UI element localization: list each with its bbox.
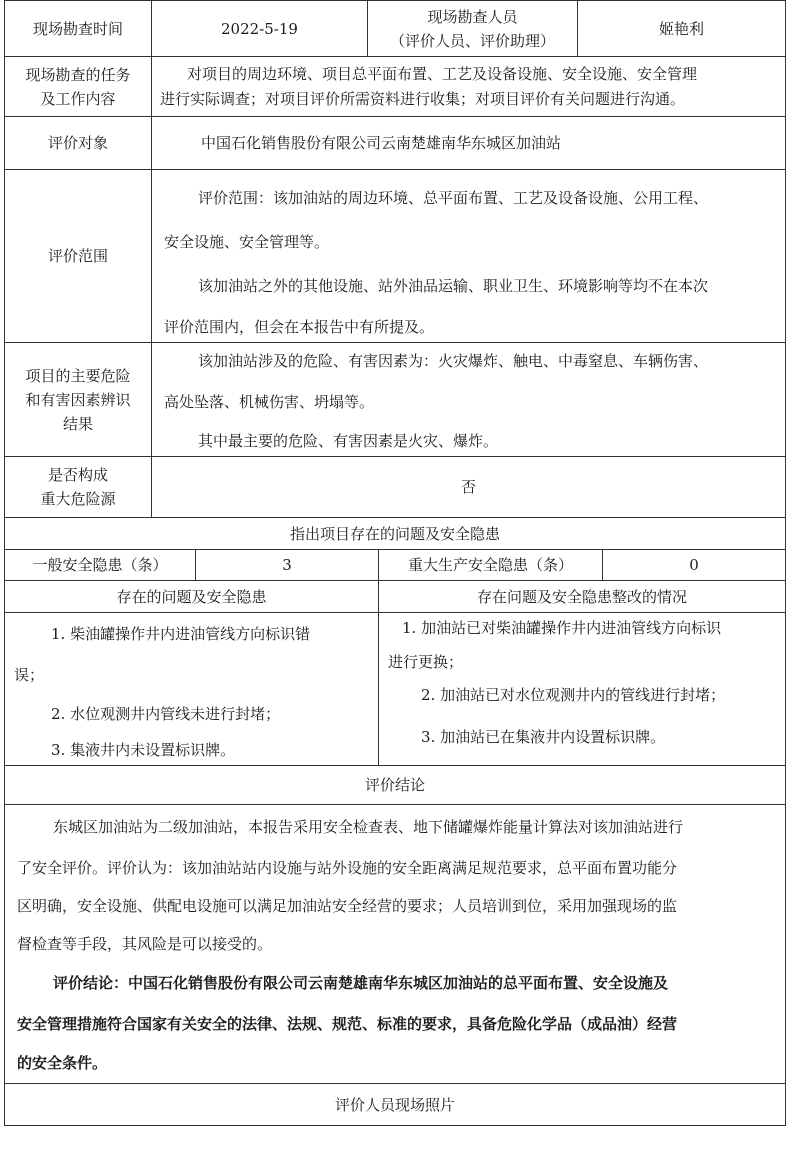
list-item: 2. 水位观测井内管线未进行封堵； (51, 705, 281, 723)
personnel-value (577, 0, 786, 57)
conclusion-title (4, 765, 786, 805)
issues-left-content (4, 612, 379, 766)
scope-p1-line1: 评价范围：该加油站的周边环境、总平面布置、工艺及设备设施、公用工程、 (198, 189, 709, 207)
survey-time-value-text: 2022-5-19 (221, 19, 298, 38)
list-item: 2. 加油站已对水位观测井内的管线进行封堵； (421, 686, 726, 704)
issues-right-content (378, 612, 786, 766)
general-hazard-count-text: 3 (282, 556, 292, 574)
task-line-1: 对项目的周边环境、项目总平面布置、工艺及设备设施、安全设施、安全管理 (187, 65, 698, 83)
scope-label-text: 评价范围 (47, 247, 108, 265)
issues-right-header (378, 580, 786, 613)
scope-p2-line2: 评价范围内，但会在本报告中有所提及。 (164, 318, 435, 336)
list-item: 3. 集液井内未设置标识牌。 (51, 741, 236, 759)
survey-time-label-text: 现场勘查时间 (32, 19, 123, 38)
object-label (4, 116, 152, 170)
issues-left-header-text: 存在的问题及安全隐患 (116, 587, 267, 606)
issues-right-header-text: 存在问题及安全隐患整改的情况 (476, 587, 687, 606)
major-hazard-count-text: 0 (689, 556, 699, 574)
list-item: 误； (14, 666, 45, 684)
conclusion-p2-line2: 安全管理措施符合国家有关安全的法律、法规、规范、标准的要求，具备危险化学品（成品油）经营 (17, 1015, 678, 1033)
major-hazard-value (151, 456, 786, 518)
scope-content (151, 169, 786, 343)
personnel-label-line2: （评价人员、评价助理） (389, 31, 555, 50)
photos-title-text: 评价人员现场照片 (334, 1095, 455, 1114)
general-hazard-count (195, 549, 379, 581)
list-item: 1. 加油站已对柴油罐操作井内进油管线方向标识 (402, 619, 722, 637)
list-item: 进行更换； (388, 653, 464, 671)
hazards-p1-line1: 该加油站涉及的危险、有害因素为：火灾爆炸、触电、中毒窒息、车辆伤害、 (198, 352, 709, 370)
issues-left-header (4, 580, 379, 613)
hazards-p2: 其中最主要的危险、有害因素是火灾、爆炸。 (198, 432, 499, 450)
major-hazard-label-line1: 是否构成 (47, 466, 108, 484)
list-item: 3. 加油站已在集液井内设置标识牌。 (421, 728, 666, 746)
personnel-value-text: 姬艳利 (658, 19, 704, 38)
task-label-line1: 现场勘查的任务 (25, 65, 131, 84)
issues-title-text: 指出项目存在的问题及安全隐患 (289, 524, 500, 543)
hazards-label (4, 342, 152, 457)
hazards-label-line1: 项目的主要危险 (25, 366, 131, 385)
personnel-label-line1: 现场勘查人员 (427, 7, 518, 26)
evaluation-form (4, 0, 786, 1126)
photos-title (4, 1083, 786, 1126)
hazards-p1-line2: 高处坠落、机械伤害、坍塌等。 (164, 393, 375, 411)
major-hazard-count-label-text: 重大生产安全隐患（条） (407, 556, 573, 574)
conclusion-p1-line4: 督检查等手段，其风险是可以接受的。 (17, 935, 273, 953)
task-content (151, 56, 786, 117)
list-item: 1. 柴油罐操作井内进油管线方向标识错 (51, 625, 311, 643)
major-hazard-label (4, 456, 152, 518)
object-value-text: 中国石化销售股份有限公司云南楚雄南华东城区加油站 (201, 134, 562, 152)
conclusion-p1-line1: 东城区加油站为二级加油站，本报告采用安全检查表、地下储罐爆炸能量计算法对该加油站进行 (53, 818, 684, 836)
object-label-text: 评价对象 (47, 134, 108, 152)
major-hazard-value-text: 否 (460, 478, 476, 496)
conclusion-p1-line3: 区明确，安全设施、供配电设施可以满足加油站安全经营的要求；人员培训到位，采用加强现场的监 (17, 897, 678, 915)
task-label-line2: 及工作内容 (40, 89, 116, 108)
conclusion-body (4, 804, 786, 1084)
conclusion-p2-line1: 评价结论：中国石化销售股份有限公司云南楚雄南华东城区加油站的总平面布置、安全设施及 (53, 974, 669, 992)
major-hazard-count (602, 549, 786, 581)
survey-time-label (4, 0, 152, 57)
major-hazard-label-line2: 重大危险源 (40, 490, 116, 508)
scope-p1-line2: 安全设施、安全管理等。 (164, 233, 330, 251)
hazards-label-line2: 和有害因素辨识 (25, 390, 131, 409)
issues-title (4, 517, 786, 550)
conclusion-title-text: 评价结论 (364, 776, 425, 794)
conclusion-p2-line3: 的安全条件。 (17, 1054, 108, 1072)
scope-p2-line1: 该加油站之外的其他设施、站外油品运输、职业卫生、环境影响等均不在本次 (198, 277, 709, 295)
major-hazard-count-label (378, 549, 603, 581)
personnel-label (367, 0, 578, 57)
task-line-2: 进行实际调查；对项目评价所需资料进行收集；对项目评价有关问题进行沟通。 (160, 90, 686, 108)
task-label (4, 56, 152, 117)
object-value (151, 116, 786, 170)
scope-label (4, 169, 152, 343)
survey-time-value (151, 0, 368, 57)
hazards-content (151, 342, 786, 457)
general-hazard-label-text: 一般安全隐患（条） (32, 556, 168, 574)
conclusion-p1-line2: 了安全评价。评价认为：该加油站站内设施与站外设施的安全距离满足规范要求，总平面布置功能分 (17, 859, 678, 877)
hazards-label-line3: 结果 (62, 414, 93, 433)
general-hazard-label (4, 549, 196, 581)
